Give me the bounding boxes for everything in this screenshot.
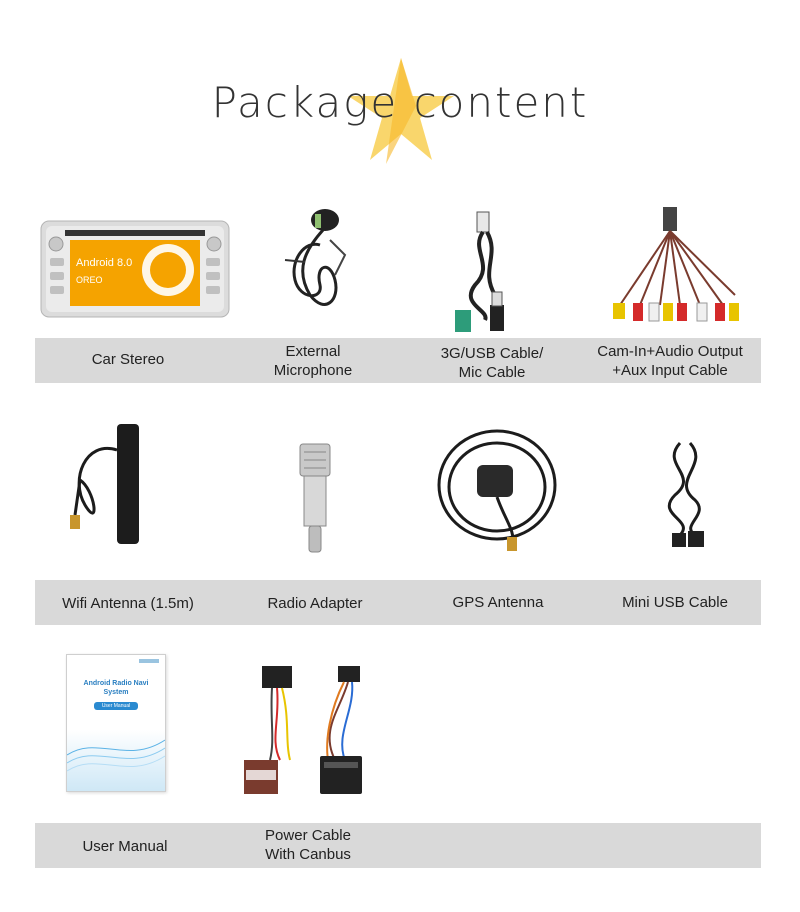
user-manual-image bbox=[66, 654, 166, 792]
manual-badge: User Manual bbox=[94, 702, 138, 710]
radio-adapter-image bbox=[290, 440, 340, 555]
manual-wave-decoration bbox=[67, 715, 165, 791]
label-usb-mic-cable: 3G/USB Cable/ Mic Cable bbox=[440, 345, 544, 381]
microphone-image bbox=[275, 200, 365, 320]
label-radio-adapter: Radio Adapter bbox=[267, 595, 363, 612]
gps-antenna-image bbox=[435, 425, 560, 555]
screen-android-text: Android 8.0 bbox=[76, 257, 133, 269]
car-stereo-image bbox=[40, 220, 230, 318]
label-car-stereo: Car Stereo bbox=[91, 351, 165, 368]
manual-logo-icon bbox=[139, 659, 159, 663]
label-wifi-antenna: Wifi Antenna (1.5m) bbox=[62, 595, 194, 612]
power-cable-image bbox=[240, 660, 370, 805]
mini-usb-cable-image bbox=[650, 435, 720, 550]
label-cam-audio-cable: Cam-In+Audio Output +Aux Input Cable bbox=[597, 343, 743, 379]
page-title: Package content bbox=[211, 78, 589, 127]
manual-title: Android Radio Navi System bbox=[83, 680, 149, 696]
label-power-cable: Power Cable With Canbus bbox=[265, 827, 351, 863]
usb-mic-cable-image bbox=[445, 210, 525, 335]
label-user-manual: User Manual bbox=[82, 838, 168, 855]
label-gps-antenna: GPS Antenna bbox=[452, 594, 544, 611]
cam-audio-cable-image bbox=[605, 205, 745, 330]
label-external-microphone: External Microphone bbox=[273, 343, 353, 379]
screen-oreo-text: OREO bbox=[76, 275, 103, 285]
wifi-antenna-image bbox=[65, 420, 165, 550]
label-mini-usb-cable: Mini USB Cable bbox=[622, 594, 728, 611]
